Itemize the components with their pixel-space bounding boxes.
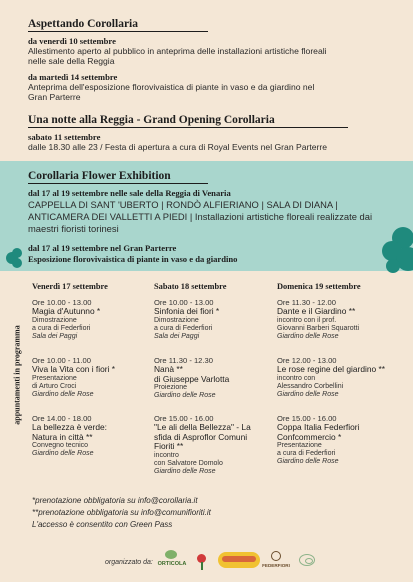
event-title: "Le ali della Bellezza" - La [154,422,251,432]
program-column-friday [32,282,150,457]
event-time: Ore 10.00 - 13.00 [154,298,214,307]
event-place: Giardino delle Rose [277,458,339,465]
event-time: Ore 11.30 - 12.00 [277,298,336,307]
event-time: Ore 15.00 - 16.00 [277,414,337,423]
event-detail: Alessandro Corbellini [277,382,344,390]
event-detail: con Salvatore Domolo [154,459,223,467]
event-item [32,356,156,399]
note-line: L'accesso è consentito con Green Pass [32,520,173,529]
event-time: Ore 14.00 - 18.00 [32,414,92,423]
section-aspettando [28,14,408,102]
event-place: Giardino delle Rose [32,450,94,457]
program-column-saturday [154,282,272,475]
event-item [277,414,401,466]
note-line: *prenotazione obbligatoria su info@corollaria.it [32,496,198,505]
event-title: Dante e il Giardino ** [277,306,356,316]
event-place: Giardino delle Rose [277,332,339,340]
event-detail: Presentazione [32,374,77,382]
event-detail: Dimostrazione [32,316,77,324]
event-date: dal 17 al 19 settembre nel Gran Parterre [28,243,177,253]
event-date: sabato 11 settembre [28,132,101,142]
event-place: Giardino delle Rose [32,390,94,398]
event-title: Natura in città ** [32,431,93,442]
event-title: Viva la Vita con i fiori * [32,364,116,374]
event-item [154,298,278,341]
event-detail: incontro con il prof. [277,316,337,324]
event-place: Giardino delle Rose [277,390,339,398]
event-item [154,356,278,400]
venue-line: ANTICAMERA DEI VALLETTI A PIEDI | Installazioni artistiche floreali realizzate dai [28,211,373,222]
organizers-label: organizzato da: [105,559,153,566]
event-title: Le rose regine del giardino ** [277,364,386,374]
day-heading: Sabato 18 settembre [154,282,227,291]
venue-line: CAPPELLA DI SANT 'UBERTO | RONDÒ ALFIERIANO | SALA DI DIANA | [28,199,338,210]
event-time: Ore 12.00 - 13.00 [277,356,337,365]
event-item [277,298,401,341]
event-detail: a cura di Federfiori [32,324,91,332]
event-title: Nanà ** [154,364,183,374]
event-item [32,298,156,341]
event-item [154,414,278,476]
exhibition-subtitle: Esposizione florovivaistica di piante in vaso e da giardino [28,254,238,264]
venue-line: maestri fioristi torinesi [28,223,119,234]
section-flower-exhibition [28,166,408,264]
event-detail: Presentazione [277,442,322,449]
section-grand-opening [28,110,408,152]
event-detail: a cura di Federfiori [277,450,336,457]
note-line: **prenotazione obbligatoria su info@comunifioriti.it [32,508,211,517]
event-detail: di Arturo Croci [32,382,77,390]
event-date: da martedì 14 settembre [28,72,118,82]
organizers-bar [0,546,413,576]
event-title: di Giuseppe Varlotta [154,373,230,384]
event-detail: Giovanni Barberi Squarotti [277,324,360,332]
event-place: Giardino delle Rose [154,467,216,475]
event-time: Ore 11.30 - 12.30 [154,356,213,365]
swirl-logo-icon [295,552,321,570]
event-item [277,356,401,399]
federfiori-logo: FEDERFIORI [262,551,290,571]
event-detail: incontro [154,451,179,459]
event-place: Sala dei Paggi [32,332,78,340]
event-title: La bellezza è verde: [32,422,107,432]
event-title: Fioriti ** [154,441,184,451]
day-heading: Domenica 19 settembre [277,282,361,291]
orticola-logo: ORTICOLA [155,550,189,574]
event-detail: a cura di Federfiori [154,324,213,332]
event-detail: incontro con [277,374,316,382]
event-desc-line: dalle 18.30 alle 23 / Festa di apertura a cura di Royal Events nel Gran Parterre [28,142,328,152]
event-detail: Dimostrazione [154,316,199,324]
event-detail: Proiezione [154,384,188,391]
event-detail: Convegno tecnico [32,442,89,449]
event-title: Magia d'Autunno * [32,306,101,316]
event-title: Sinfonia dei fiori * [154,306,220,316]
flower-logo-icon [194,552,210,572]
event-date: da venerdì 10 settembre [28,36,116,46]
event-date: dal 17 al 19 settembre nelle sale della Reggia di Venaria [28,188,231,198]
comuni-fioriti-logo-icon [218,552,260,568]
event-title: Confcommercio * [277,431,342,442]
section-title: Corollaria Flower Exhibition [28,170,208,184]
program-column-sunday [277,282,395,465]
leaf-decoration-icon [380,225,413,285]
event-time: Ore 15.00 - 16.00 [154,414,214,423]
event-time: Ore 10.00 - 11.00 [32,356,91,365]
event-title: sfida di Asproflor Comuni [154,431,248,442]
event-place: Sala dei Paggi [154,332,200,340]
program-vertical-label: appuntamenti in programma [12,325,22,425]
event-place: Giardino delle Rose [154,392,216,399]
event-title: Coppa Italia Federfiori [277,422,360,432]
event-item [32,414,156,458]
event-desc-line: Gran Parterre [28,92,81,102]
event-desc-line: nelle sale della Reggia [28,56,115,66]
booking-notes [32,495,392,531]
leaf-decoration-icon [6,248,24,270]
event-desc-line: Anteprima dell'esposizione florovivaistica di piante in vaso e da giardino nel [28,82,315,92]
event-time: Ore 10.00 - 13.00 [32,298,92,307]
event-desc-line: Allestimento aperto al pubblico in anteprima delle installazioni artistiche floreali [28,46,327,56]
section-title: Una notte alla Reggia - Grand Opening Corollaria [28,114,348,128]
section-title: Aspettando Corollaria [28,18,208,32]
day-heading: Venerdì 17 settembre [32,282,108,291]
